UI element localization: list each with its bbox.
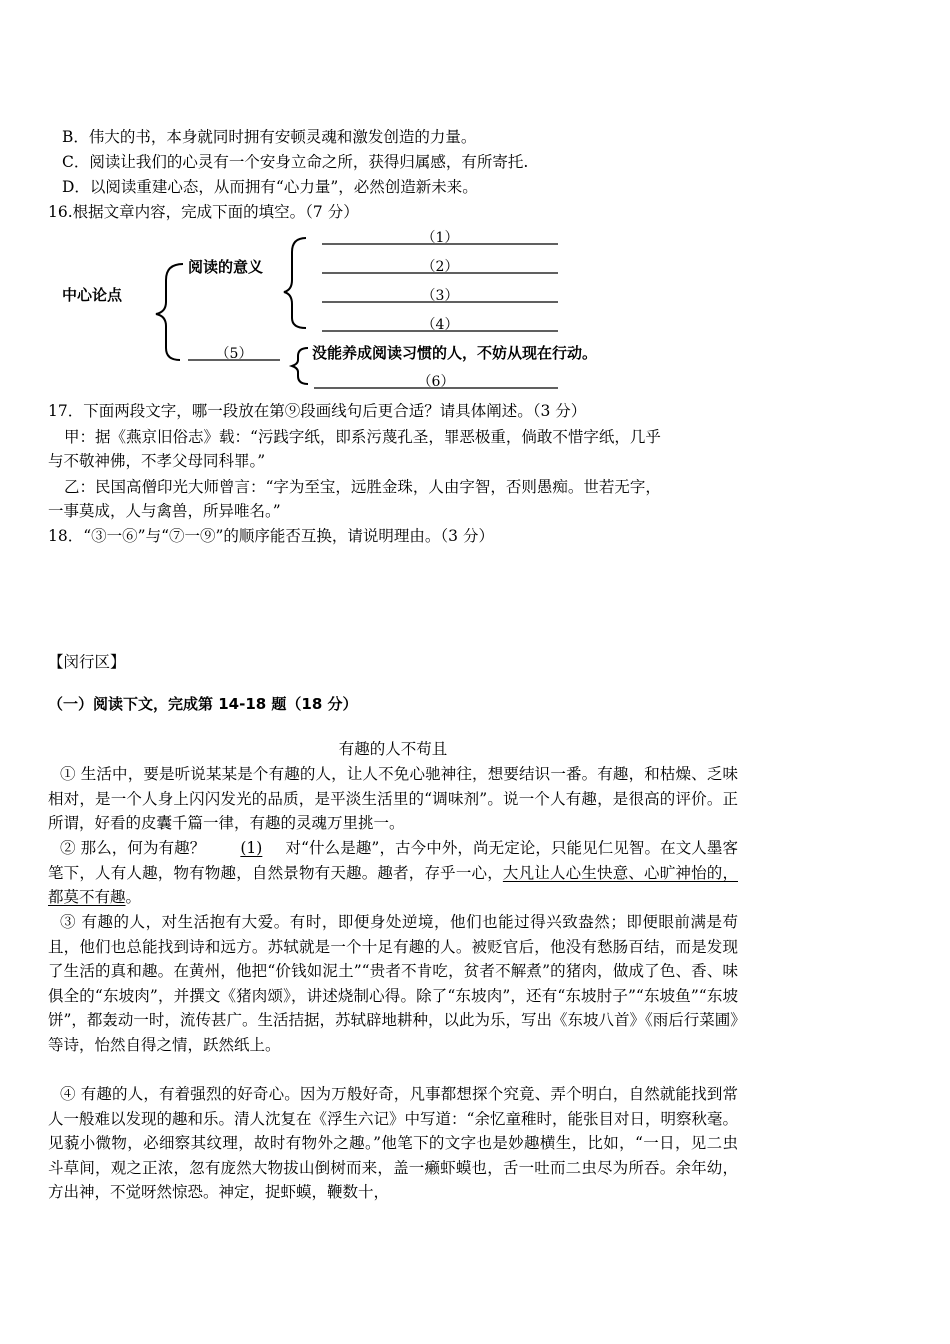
question-18-prompt: 18．“③一⑥”与“⑦一⑨”的顺序能否互换，请说明理由。（3 分） [48, 527, 494, 545]
option-b: B．伟大的书，本身就同时拥有安顿灵魂和激发创造的力量。 [62, 128, 477, 146]
article-paragraph-4: ④ 有趣的人，有着强烈的好奇心。因为万般好奇，凡事都想探个究竟、弄个明白，自然就能找到常人一般难以发现的趣和乐。清人沈复在《浮生六记》中写道：“余忆童稚时，能张目对日，明察秋毫。见藐小微物，必细察其纹理，故时有物外之趣。”他笔下的文字也是妙趣横生，比如，“一日，见二虫斗草间，观之正浓，忽有庞然大物拔山倒树而来，盖一癞虾蟆也，舌一吐而二虫尽为所吞。余年幼，方出神，不觉呀然惊恐。神定，捉虾蟆，鞭数十， [48, 1085, 738, 1202]
article-paragraph-1: ① 生活中，要是听说某某是个有趣的人，让人不免心驰神往，想要结识一番。有趣，和枯燥、乏味相对，是一个人身上闪闪发光的品质，是平淡生活里的“调味剂”。说一个人有趣，是很高的评价。正所谓，好看的皮囊千篇一律，有趣的灵魂万里挑一。 [48, 765, 738, 833]
option-c: C．阅读让我们的心灵有一个安身立命之所，获得归属感，有所寄托. [62, 153, 529, 171]
article-title: 有趣的人不苟且 [338, 740, 448, 758]
question-17-prompt: 17．下面两段文字，哪一段放在第⑨段画线句后更合适？请具体阐述。（3 分） [48, 402, 587, 420]
paragraph-2-end: 。 [125, 888, 142, 907]
question-16-prompt: 16.根据文章内容，完成下面的填空。（7 分） [48, 203, 359, 221]
blank-3: （3） [421, 288, 459, 304]
section-heading: （一）阅读下文，完成第 14-18 题（18 分） [48, 695, 358, 713]
paragraph-2-underlined: 大凡让人心生快意、心旷神怡的，都莫不有趣 [48, 863, 738, 907]
central-argument-label: 中心论点 [62, 286, 123, 304]
reading-meaning-label: 阅读的意义 [188, 258, 264, 276]
passage-jia-line2: 与不敬神佛，不孝父母同科罪。” [48, 452, 266, 470]
blank-4: （4） [421, 317, 459, 333]
article-paragraph-2 [48, 836, 738, 910]
passage-yi-line2: 一事莫成，人与禽兽，所异唯名。” [48, 502, 281, 520]
passage-yi-line1: 乙：民国高僧印光大师曾言：“字为至宝，远胜金珠，人由字智，否则愚痴。世若无字， [64, 478, 661, 496]
option-d: D．以阅读重建心态，从而拥有“心力量”，必然创造新未来。 [62, 178, 478, 196]
blank-1: （1） [421, 230, 459, 246]
blank-6: （6） [417, 374, 455, 390]
paragraph-2-intro: ② 那么，何为有趣？ [60, 839, 206, 857]
advice-text: 没能养成阅读习惯的人，不妨从现在行动。 [312, 344, 598, 362]
paragraph-2-blank: (1) [240, 839, 263, 857]
article-paragraph-3: ③ 有趣的人，对生活抱有大爱。有时，即便身处逆境，他们也能过得兴致盎然；即便眼前满是苟且，他们也总能找到诗和远方。苏轼就是一个十足有趣的人。被贬官后，他没有愁肠百结，而是发现了生活的真和趣。在黄州，他把“价钱如泥土”“贵者不肯吃，贫者不解煮”的猪肉，做成了色、香、味俱全的“东坡肉”，并撰文《猪肉颂》，讲述烧制心得。除了“东坡肉”，还有“东坡肘子”“东坡鱼”“东坡饼”，都轰动一时，流传甚广。生活拮据，苏轼辟地耕种，以此为乐，写出《东坡八首》《雨后行菜圃》等诗，怡然自得之情，跃然纸上。 [48, 913, 738, 1054]
blank-5: （5） [215, 346, 253, 362]
argument-structure-diagram [48, 228, 648, 398]
paragraph-2-body: 对“什么是趣”，古今中外，尚无定论，只能见仁见智。在文人墨客笔下，人有人趣，物有物趣，自然景物有天趣。趣者，存乎一心， [48, 839, 738, 882]
district-label: 【闵行区】 [48, 653, 126, 671]
passage-jia-line1: 甲：据《燕京旧俗志》载：“污践字纸，即系污蔑孔圣，罪恶极重，倘敢不惜字纸，几乎 [64, 428, 661, 446]
blank-2: （2） [421, 259, 459, 275]
